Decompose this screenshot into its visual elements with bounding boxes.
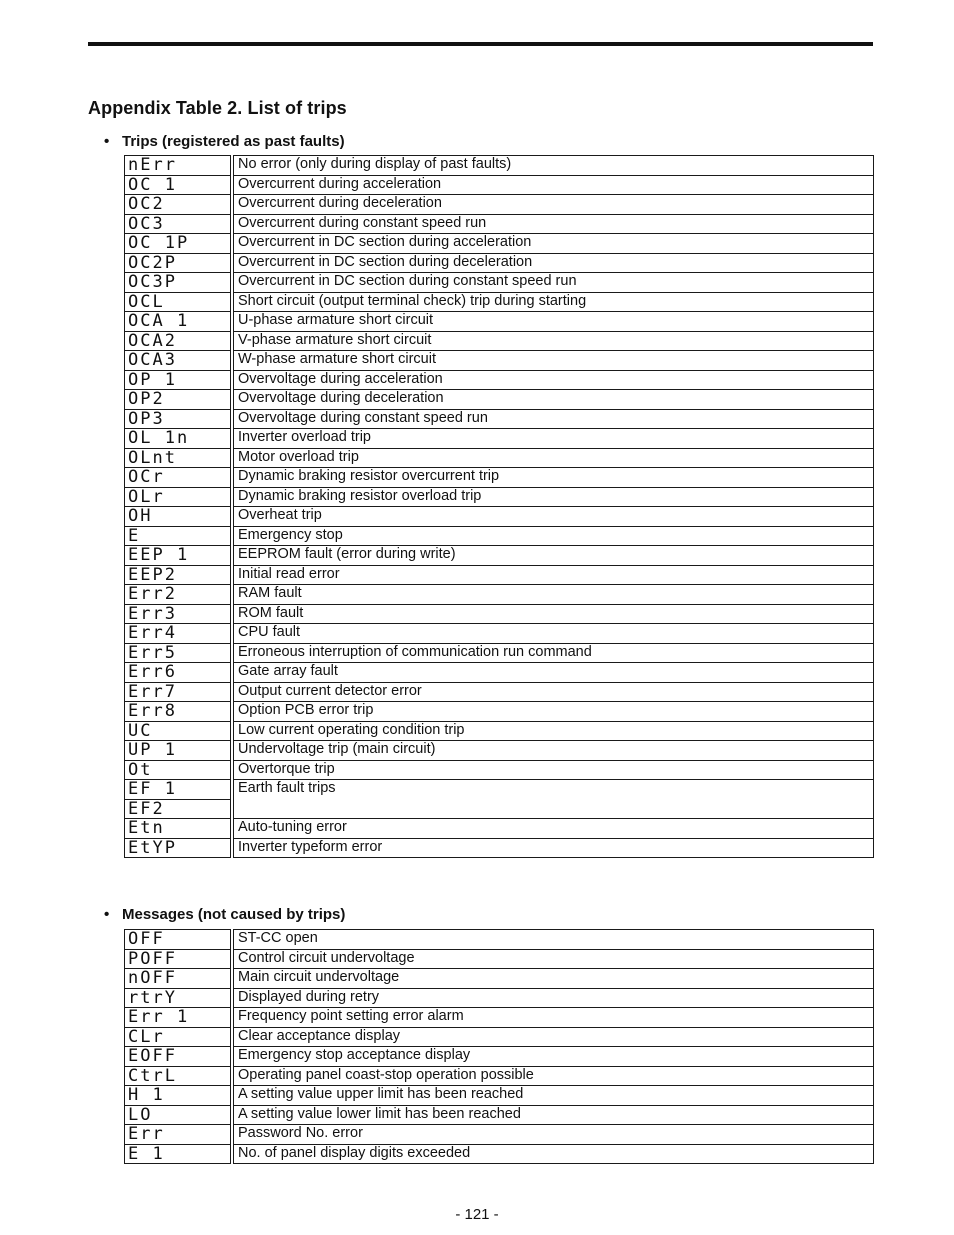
table-row [125, 1086, 874, 1106]
message-description: Main circuit undervoltage [232, 969, 874, 989]
trip-description: Inverter overload trip [232, 429, 874, 449]
trip-description: Output current detector error [232, 682, 874, 702]
message-code: CLr [125, 1027, 233, 1047]
table-row [125, 526, 874, 546]
table-row [125, 468, 874, 488]
trip-description: Initial read error [232, 565, 874, 585]
message-description: Control circuit undervoltage [232, 949, 874, 969]
trip-code: Err8 [125, 702, 233, 722]
table-row [125, 409, 874, 429]
table-row [125, 930, 874, 950]
trip-code: Err5 [125, 643, 233, 663]
table-row [125, 1125, 874, 1145]
trip-code: OCA 1 [125, 312, 233, 332]
table-row [125, 565, 874, 585]
table-row [125, 1047, 874, 1067]
trip-description: Short circuit (output terminal check) trip during starting [232, 292, 874, 312]
trip-description: Dynamic braking resistor overcurrent trip [232, 468, 874, 488]
trip-code: EF2 [125, 799, 233, 819]
trip-description: Earth fault trips [232, 780, 874, 819]
trip-code: EtYP [125, 838, 233, 858]
bullet: • [104, 133, 110, 150]
trip-description: CPU fault [232, 624, 874, 644]
table-row [125, 1105, 874, 1125]
page-title: Appendix Table 2. List of trips [88, 98, 347, 118]
trip-code: OC3P [125, 273, 233, 293]
message-code: POFF [125, 949, 233, 969]
trip-code: OCr [125, 468, 233, 488]
message-description: No. of panel display digits exceeded [232, 1144, 874, 1164]
trip-code: Err6 [125, 663, 233, 683]
table-row [125, 292, 874, 312]
table-row [125, 156, 874, 176]
trip-description: Undervoltage trip (main circuit) [232, 741, 874, 761]
trip-description: Inverter typeform error [232, 838, 874, 858]
table-row [125, 390, 874, 410]
trip-code: OC 1P [125, 234, 233, 254]
trip-code: OP3 [125, 409, 233, 429]
message-code: Err 1 [125, 1008, 233, 1028]
table-row [125, 1066, 874, 1086]
trip-description: No error (only during display of past faults) [232, 156, 874, 176]
trip-description: Option PCB error trip [232, 702, 874, 722]
trip-description: V-phase armature short circuit [232, 331, 874, 351]
table-row [125, 702, 874, 722]
table-row [125, 370, 874, 390]
message-description: ST-CC open [232, 930, 874, 950]
trip-code: OLnt [125, 448, 233, 468]
section-messages-heading-text: Messages (not caused by trips) [122, 906, 346, 923]
trip-description: Low current operating condition trip [232, 721, 874, 741]
trip-code: OCL [125, 292, 233, 312]
trip-code: EEP 1 [125, 546, 233, 566]
trip-description: Overvoltage during acceleration [232, 370, 874, 390]
table-row [125, 760, 874, 780]
trip-code: EF 1 [125, 780, 233, 800]
table-row [125, 741, 874, 761]
trip-description: RAM fault [232, 585, 874, 605]
table-row [125, 969, 874, 989]
message-code: nOFF [125, 969, 233, 989]
table-row [125, 643, 874, 663]
table-row [125, 624, 874, 644]
table-row [125, 1144, 874, 1164]
message-code: Err [125, 1125, 233, 1145]
table-row [125, 195, 874, 215]
trip-code: OC2 [125, 195, 233, 215]
trip-code: Etn [125, 819, 233, 839]
trip-code: OH [125, 507, 233, 527]
table-row [125, 663, 874, 683]
trip-description: U-phase armature short circuit [232, 312, 874, 332]
message-code: OFF [125, 930, 233, 950]
message-code: E 1 [125, 1144, 233, 1164]
trip-description: EEPROM fault (error during write) [232, 546, 874, 566]
trip-description: Motor overload trip [232, 448, 874, 468]
page-number: - 121 - [455, 1206, 499, 1223]
section-trips-heading-text: Trips (registered as past faults) [122, 133, 345, 150]
trip-description: Overvoltage during constant speed run [232, 409, 874, 429]
table-row [125, 819, 874, 839]
trip-code: UP 1 [125, 741, 233, 761]
trip-description: Overtorque trip [232, 760, 874, 780]
trip-code: E [125, 526, 233, 546]
table-row [125, 585, 874, 605]
table-row [125, 214, 874, 234]
trip-description: Overcurrent in DC section during acceleration [232, 234, 874, 254]
message-description: A setting value upper limit has been reached [232, 1086, 874, 1106]
table-row [125, 253, 874, 273]
trip-description: Gate array fault [232, 663, 874, 683]
trip-code: OLr [125, 487, 233, 507]
trip-description: Dynamic braking resistor overload trip [232, 487, 874, 507]
trip-description: Overcurrent in DC section during constant speed run [232, 273, 874, 293]
trip-code: OC 1 [125, 175, 233, 195]
table-row [125, 175, 874, 195]
table-row [125, 949, 874, 969]
table-row [125, 838, 874, 858]
message-code: EOFF [125, 1047, 233, 1067]
table-row [125, 448, 874, 468]
message-description: Frequency point setting error alarm [232, 1008, 874, 1028]
message-description: Password No. error [232, 1125, 874, 1145]
table-row [125, 429, 874, 449]
trip-code: nErr [125, 156, 233, 176]
trip-code: OCA3 [125, 351, 233, 371]
trip-description: Auto-tuning error [232, 819, 874, 839]
trip-code: OP2 [125, 390, 233, 410]
trip-description: Overcurrent in DC section during deceleration [232, 253, 874, 273]
table-row [125, 507, 874, 527]
message-description: Displayed during retry [232, 988, 874, 1008]
messages-table [124, 929, 874, 1164]
table-row [125, 273, 874, 293]
trip-description: Overcurrent during acceleration [232, 175, 874, 195]
trip-description: Overheat trip [232, 507, 874, 527]
trip-code: UC [125, 721, 233, 741]
trip-code: OP 1 [125, 370, 233, 390]
message-description: Operating panel coast-stop operation possible [232, 1066, 874, 1086]
table-row [125, 604, 874, 624]
table-row [125, 780, 874, 800]
table-row [125, 312, 874, 332]
trip-code: OCA2 [125, 331, 233, 351]
table-row [125, 721, 874, 741]
trips-table [124, 155, 874, 858]
trip-description: W-phase armature short circuit [232, 351, 874, 371]
trip-code: Err7 [125, 682, 233, 702]
message-code: rtrY [125, 988, 233, 1008]
table-row [125, 234, 874, 254]
table-row [125, 546, 874, 566]
table-row [125, 331, 874, 351]
trip-description: Emergency stop [232, 526, 874, 546]
trip-code: EEP2 [125, 565, 233, 585]
message-code: H 1 [125, 1086, 233, 1106]
trip-code: OL 1n [125, 429, 233, 449]
trip-description: Overvoltage during deceleration [232, 390, 874, 410]
table-row [125, 351, 874, 371]
table-row [125, 988, 874, 1008]
message-description: A setting value lower limit has been reached [232, 1105, 874, 1125]
section-trips-heading [104, 133, 345, 150]
trip-code: Err4 [125, 624, 233, 644]
message-description: Emergency stop acceptance display [232, 1047, 874, 1067]
trip-code: OC3 [125, 214, 233, 234]
table-row [125, 682, 874, 702]
trip-code: Err2 [125, 585, 233, 605]
section-messages-heading [104, 906, 345, 923]
bullet: • [104, 906, 110, 923]
table-row [125, 1027, 874, 1047]
message-description: Clear acceptance display [232, 1027, 874, 1047]
trip-description: Overcurrent during deceleration [232, 195, 874, 215]
message-code: LO [125, 1105, 233, 1125]
table-row [125, 487, 874, 507]
trip-description: ROM fault [232, 604, 874, 624]
trip-code: OC2P [125, 253, 233, 273]
top-rule [88, 42, 873, 46]
trip-description: Overcurrent during constant speed run [232, 214, 874, 234]
trip-description: Erroneous interruption of communication run command [232, 643, 874, 663]
table-row [125, 1008, 874, 1028]
trip-code: Err3 [125, 604, 233, 624]
trip-code: Ot [125, 760, 233, 780]
message-code: CtrL [125, 1066, 233, 1086]
